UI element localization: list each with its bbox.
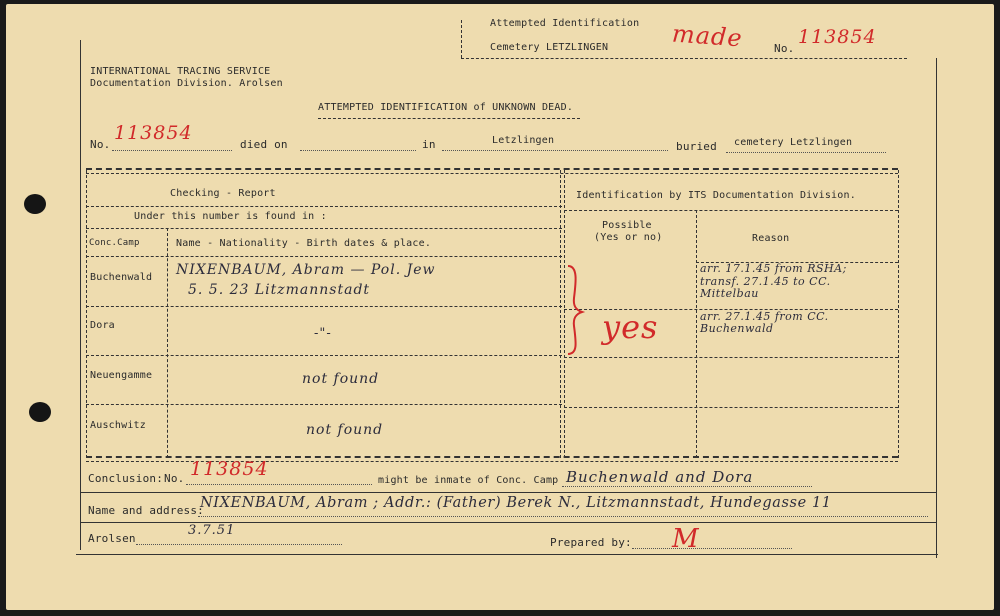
index-card xyxy=(6,4,994,610)
header-no-label: No. xyxy=(774,42,795,55)
in-value: Letzlingen xyxy=(492,135,555,146)
punch-hole-top xyxy=(24,194,46,214)
org-line-1: INTERNATIONAL TRACING SERVICE xyxy=(90,66,271,77)
table-top-border-2 xyxy=(86,173,898,174)
table-right-border xyxy=(898,170,899,458)
row-name-line-1: NIXENBAUM, Abram — Pol. Jew xyxy=(176,262,436,278)
conclusion-camps: Buchenwald and Dora xyxy=(566,468,754,486)
red-brace-mark xyxy=(562,262,586,356)
buried-label: buried xyxy=(676,140,717,153)
header-made-note: made xyxy=(671,19,744,53)
row-reason-line-2: Buchenwald xyxy=(700,322,774,335)
col-reason-header: Reason xyxy=(752,233,790,244)
punch-hole-bottom xyxy=(29,402,51,422)
header-line-2: Cemetery LETZLINGEN xyxy=(490,42,609,53)
died-dots xyxy=(300,150,416,151)
row-line-2-left xyxy=(86,355,562,356)
name-address-label: Name and address: xyxy=(88,504,204,517)
footer-date: 3.7.51 xyxy=(188,523,236,538)
bottom-border xyxy=(76,554,938,555)
title-underline xyxy=(318,118,580,119)
checking-report-underline xyxy=(86,206,562,207)
header-line-1: Attempted Identification xyxy=(490,18,640,29)
camp-col-divider xyxy=(167,228,168,458)
header-row-line-left xyxy=(86,256,562,257)
in-dots xyxy=(442,150,668,151)
prepared-by-initial: M xyxy=(672,524,700,554)
row-name-line-1: -"- xyxy=(314,326,332,341)
row-name-line-2: 5. 5. 23 Litzmannstadt xyxy=(188,282,371,298)
conclusion-no-dots xyxy=(186,484,372,485)
card-right-border xyxy=(936,58,937,558)
footer-date-dots xyxy=(136,544,342,545)
checking-report-heading: Checking - Report xyxy=(170,188,276,199)
conclusion-no-label: No. xyxy=(164,472,185,485)
row-reason-line-3: Mittelbau xyxy=(700,287,759,300)
org-line-2: Documentation Division. Arolsen xyxy=(90,78,283,89)
header-box-left-border xyxy=(461,20,462,58)
under-number-underline xyxy=(86,228,562,229)
row-reason-line-1: arr. 27.1.45 from CC. xyxy=(700,310,829,323)
conclusion-text: might be inmate of Conc. Camp xyxy=(378,475,559,486)
row-reason-line-2: transf. 27.1.45 to CC. xyxy=(700,275,831,288)
col-possible-sub: (Yes or no) xyxy=(594,232,663,243)
buried-dots xyxy=(726,152,886,153)
conclusion-separator xyxy=(80,492,936,493)
row-camp: Neuengamme xyxy=(90,370,153,381)
under-number-heading: Under this number is found in : xyxy=(134,211,327,222)
conclusion-no-value: 113854 xyxy=(190,458,269,480)
header-no-value: 113854 xyxy=(798,26,877,48)
top-no-label: No. xyxy=(90,138,111,151)
header-box-bottom-border xyxy=(461,58,907,59)
table-top-border xyxy=(86,168,898,170)
col-possible-header: Possible xyxy=(602,220,652,231)
table-mid-divider xyxy=(560,170,561,458)
form-title: ATTEMPTED IDENTIFICATION of UNKNOWN DEAD. xyxy=(318,102,574,113)
possible-yes: yes xyxy=(602,308,659,346)
row-name-line-1: not found xyxy=(302,371,380,387)
row-camp: Buchenwald xyxy=(90,272,153,283)
identification-underline xyxy=(564,210,898,211)
row-camp: Auschwitz xyxy=(90,420,146,431)
possible-col-divider xyxy=(696,210,697,458)
died-label: died on xyxy=(240,138,288,151)
in-label: in xyxy=(422,138,436,151)
conclusion-label: Conclusion: xyxy=(88,472,164,485)
buried-value: cemetery Letzlingen xyxy=(734,137,853,148)
prepared-by-dots xyxy=(632,548,792,549)
card-left-border xyxy=(80,40,81,550)
table-left-border xyxy=(86,170,87,458)
top-no-value: 113854 xyxy=(114,122,193,144)
row-line-3-left xyxy=(86,404,562,405)
row-camp: Dora xyxy=(90,320,115,331)
row-line-2-right xyxy=(564,357,898,358)
top-no-dots xyxy=(112,150,232,151)
name-address-value: NIXENBAUM, Abram ; Addr.: (Father) Berek N., Litzmannstadt, Hundegasse 11 xyxy=(200,495,832,511)
col-camp-header: Conc.Camp xyxy=(89,238,140,248)
col-name-header: Name - Nationality - Birth dates & place. xyxy=(176,238,432,249)
row-line-1-left xyxy=(86,306,562,307)
identification-heading: Identification by ITS Documentation Division. xyxy=(576,190,856,201)
conclusion-camps-dots xyxy=(562,486,812,487)
row-line-3-right xyxy=(564,407,898,408)
prepared-by-label: Prepared by: xyxy=(550,536,632,549)
footer-place: Arolsen xyxy=(88,532,136,545)
row-name-line-1: not found xyxy=(306,422,384,438)
row-reason-line-1: arr. 17.1.45 from RSHA; xyxy=(700,262,847,275)
name-address-dots xyxy=(198,516,928,517)
